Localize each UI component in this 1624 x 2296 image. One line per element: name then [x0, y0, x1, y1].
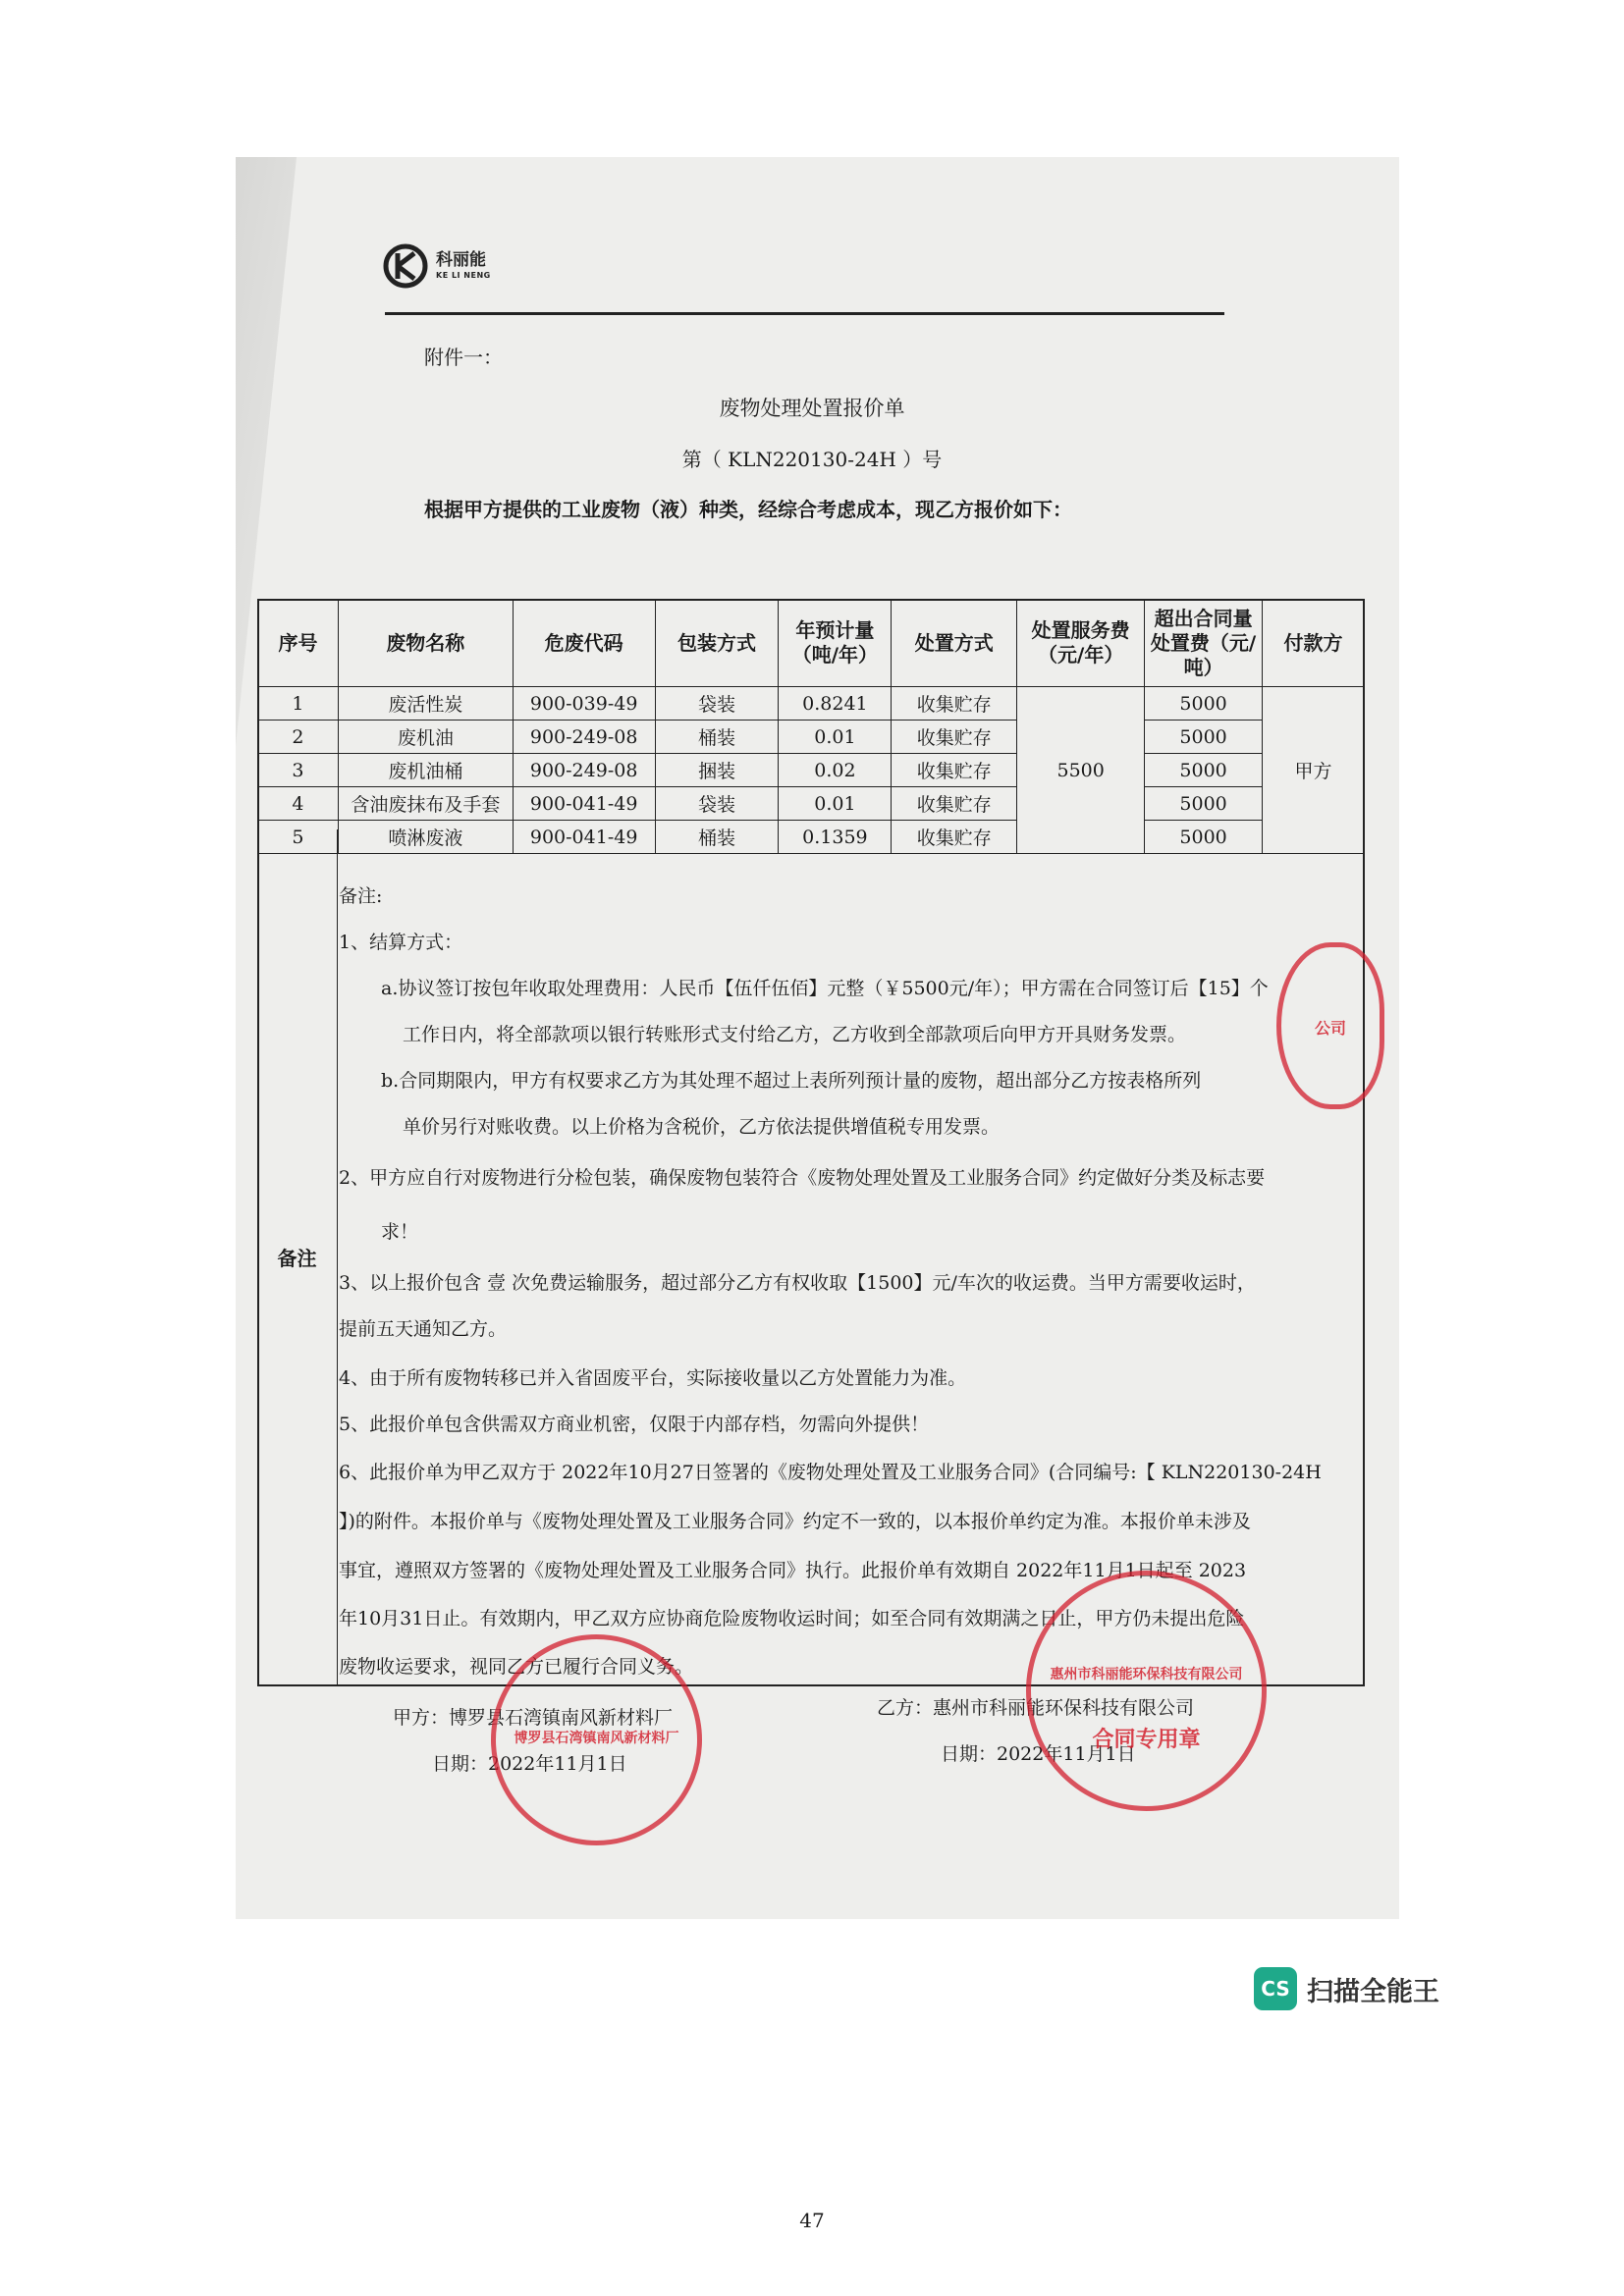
cell-volume: 0.01 — [779, 721, 892, 754]
cell-method: 收集贮存 — [892, 721, 1017, 754]
intro-text: 根据甲方提供的工业废物（液）种类，经综合考虑成本，现乙方报价如下： — [424, 498, 1072, 521]
header-payer: 付款方 — [1263, 600, 1365, 687]
remark-line: 废物收运要求，视同乙方已履行合同义务。 — [339, 1656, 694, 1678]
page-number: 47 — [799, 2209, 825, 2232]
header-package: 包装方式 — [655, 600, 779, 687]
remark-line: a.协议签订按包年收取处理费用：人民币【伍仟伍佰】元整（￥5500元/年）；甲方需在合同签订后【15】个 — [381, 978, 1269, 999]
quote-table — [257, 599, 1365, 854]
cell-method: 收集贮存 — [892, 687, 1017, 721]
remark-line: 1、结算方式： — [339, 932, 463, 953]
scanner-app-badge — [1254, 1967, 1439, 2010]
party-a-name: 甲方：博罗县石湾镇南风新材料厂 — [393, 1707, 674, 1729]
table-header-row — [258, 600, 1365, 687]
document-title: 废物处理处置报价单 — [719, 397, 905, 420]
remark-line: 年10月31日止。有效期内，甲乙双方应协商危险废物收运时间；如至合同有效期满之日止，甲方仍未提出危险 — [339, 1608, 1245, 1629]
logo-icon — [383, 243, 428, 289]
remark-line: 5、此报价单包含供需双方商业机密，仅限于内部存档，勿需向外提供！ — [339, 1414, 930, 1435]
scanner-app-name: 扫描全能王 — [1307, 1976, 1439, 2007]
cell-code: 900-249-08 — [513, 721, 655, 754]
attachment-label: 附件一： — [424, 346, 503, 369]
cell-package: 桶装 — [655, 821, 779, 854]
party-b-seal-text: 惠州市科丽能环保科技有限公司 — [1050, 1667, 1243, 1682]
camscanner-icon: CS — [1254, 1967, 1297, 2010]
remark-line: 2、甲方应自行对废物进行分检包装，确保废物包装符合《废物处理处置及工业服务合同》约定做好分类及标志要 — [339, 1167, 1266, 1189]
remark-line: 工作日内，将全部款项以银行转账形式支付给乙方，乙方收到全部款项后向甲方开具财务发票。 — [403, 1024, 1187, 1045]
cell-method: 收集贮存 — [892, 787, 1017, 821]
cell-volume: 0.01 — [779, 787, 892, 821]
header-volume: 年预计量（吨/年） — [779, 600, 892, 687]
cell-service-fee: 5500 — [1017, 687, 1145, 854]
cell-excess-fee: 5000 — [1145, 821, 1263, 854]
logo-name-en: KE LI NENG — [436, 271, 491, 280]
partial-seal — [1276, 942, 1384, 1109]
cell-package: 捆装 — [655, 754, 779, 787]
header-name: 废物名称 — [338, 600, 513, 687]
cell-seq: 5 — [258, 821, 339, 854]
header-excess-fee: 超出合同量处置费（元/吨） — [1145, 600, 1263, 687]
party-a-seal-text: 博罗县石湾镇南风新材料厂 — [514, 1731, 679, 1746]
cell-package: 袋装 — [655, 687, 779, 721]
cell-excess-fee: 5000 — [1145, 787, 1263, 821]
remark-line: 6、此报价单为甲乙双方于 2022年10月27日签署的《废物处理处置及工业服务合同》(合同编号:【 KLN220130-24H — [339, 1462, 1322, 1483]
header-divider — [385, 312, 1224, 315]
header-seq: 序号 — [258, 600, 339, 687]
remark-line: 3、以上报价包含 壹 次免费运输服务，超过部分乙方有权收取【1500】元/车次的收运费。当甲方需要收运时， — [339, 1272, 1256, 1294]
remark-line: 提前五天通知乙方。 — [339, 1318, 508, 1340]
remark-line: b.合同期限内，甲方有权要求乙方为其处理不超过上表所列预计量的废物，超出部分乙方按表格所列 — [381, 1070, 1202, 1092]
table-row — [258, 787, 1365, 821]
cell-volume: 0.1359 — [779, 821, 892, 854]
table-row — [258, 754, 1365, 787]
remark-line: 事宜，遵照双方签署的《废物处理处置及工业服务合同》执行。此报价单有效期自 2022年11月1日起至 2023 — [339, 1560, 1247, 1581]
cell-volume: 0.8241 — [779, 687, 892, 721]
party-b-name: 乙方：惠州市科丽能环保科技有限公司 — [877, 1697, 1195, 1719]
cell-excess-fee: 5000 — [1145, 754, 1263, 787]
cell-name: 含油废抹布及手套 — [338, 787, 513, 821]
cell-code: 900-041-49 — [513, 787, 655, 821]
cell-seq: 3 — [258, 754, 339, 787]
cell-code: 900-041-49 — [513, 821, 655, 854]
cell-code: 900-039-49 — [513, 687, 655, 721]
cell-name: 废机油桶 — [338, 754, 513, 787]
cell-volume: 0.02 — [779, 754, 892, 787]
remark-line: 】)的附件。本报价单与《废物处理处置及工业服务合同》约定不一致的，以本报价单约定为准。本报价单未涉及 — [339, 1511, 1251, 1532]
remark-line: 单价另行对账收费。以上价格为含税价，乙方依法提供增值税专用发票。 — [403, 1116, 1001, 1138]
header-method: 处置方式 — [892, 600, 1017, 687]
company-logo — [383, 240, 491, 292]
cell-seq: 1 — [258, 687, 339, 721]
party-a-date: 日期：2022年11月1日 — [432, 1753, 627, 1775]
cell-seq: 2 — [258, 721, 339, 754]
remark-line: 求！ — [381, 1221, 419, 1243]
table-row — [258, 821, 1365, 854]
party-b-seal-subtext: 合同专用章 — [1092, 1728, 1201, 1752]
cell-excess-fee: 5000 — [1145, 687, 1263, 721]
cell-method: 收集贮存 — [892, 821, 1017, 854]
document-number: 第（ KLN220130-24H ）号 — [681, 448, 943, 471]
cell-seq: 4 — [258, 787, 339, 821]
partial-seal-text: 公司 — [1314, 1019, 1346, 1038]
remark-line: 4、由于所有废物转移已并入省固废平台，实际接收量以乙方处置能力为准。 — [339, 1367, 967, 1389]
cell-method: 收集贮存 — [892, 754, 1017, 787]
table-row — [258, 687, 1365, 721]
cell-excess-fee: 5000 — [1145, 721, 1263, 754]
cell-name: 废活性炭 — [338, 687, 513, 721]
party-b-date: 日期：2022年11月1日 — [941, 1743, 1136, 1765]
table-row — [258, 721, 1365, 754]
cell-code: 900-249-08 — [513, 754, 655, 787]
cell-name: 废机油 — [338, 721, 513, 754]
header-code: 危废代码 — [513, 600, 655, 687]
cell-payer: 甲方 — [1263, 687, 1365, 854]
party-a-seal — [491, 1634, 702, 1845]
cell-name: 喷淋废液 — [338, 821, 513, 854]
remarks-side-label — [257, 829, 338, 1686]
logo-name-cn: 科丽能 — [436, 250, 486, 270]
remarks-heading: 备注: — [339, 885, 383, 907]
remarks-label: 备注 — [277, 1246, 317, 1270]
party-b-seal — [1026, 1571, 1267, 1811]
cell-package: 袋装 — [655, 787, 779, 821]
header-service-fee: 处置服务费（元/年） — [1017, 600, 1145, 687]
cell-package: 桶装 — [655, 721, 779, 754]
